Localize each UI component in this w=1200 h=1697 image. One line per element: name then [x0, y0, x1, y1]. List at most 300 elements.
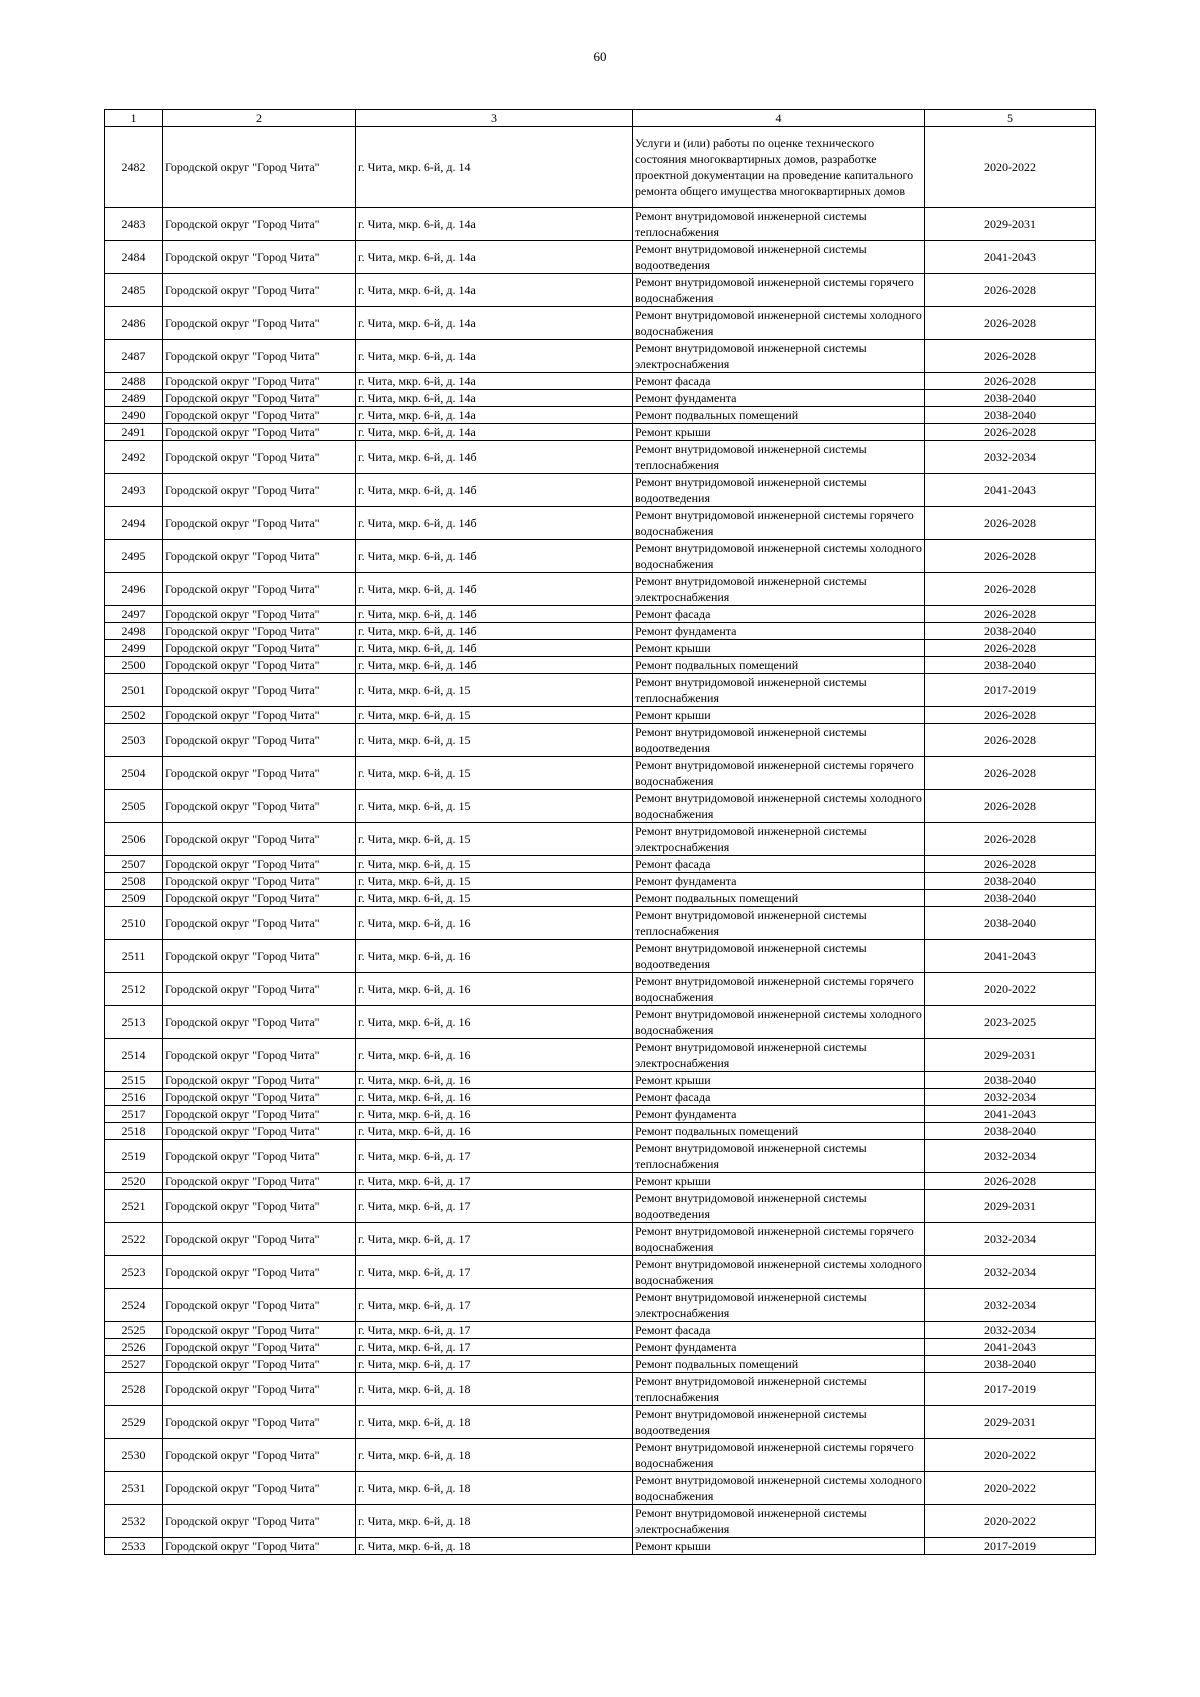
table-row — [105, 640, 1096, 657]
cell-address: г. Чита, мкр. 6-й, д. 17 — [356, 1289, 633, 1322]
cell-row-number: 2510 — [105, 907, 163, 940]
cell-municipality: Городской округ "Город Чита" — [163, 790, 356, 823]
cell-row-number: 2522 — [105, 1223, 163, 1256]
cell-municipality: Городской округ "Город Чита" — [163, 127, 356, 208]
cell-municipality: Городской округ "Город Чита" — [163, 1039, 356, 1072]
cell-address: г. Чита, мкр. 6-й, д. 15 — [356, 823, 633, 856]
table-row — [105, 1140, 1096, 1173]
cell-work-type: Ремонт внутридомовой инженерной системы электроснабжения — [633, 823, 925, 856]
cell-municipality: Городской округ "Город Чита" — [163, 373, 356, 390]
cell-municipality: Городской округ "Город Чита" — [163, 623, 356, 640]
table-row — [105, 274, 1096, 307]
cell-row-number: 2505 — [105, 790, 163, 823]
cell-work-type: Ремонт фундамента — [633, 1106, 925, 1123]
cell-address: г. Чита, мкр. 6-й, д. 14б — [356, 474, 633, 507]
table-row — [105, 757, 1096, 790]
cell-municipality: Городской округ "Город Чита" — [163, 1289, 356, 1322]
cell-period: 2029-2031 — [925, 208, 1096, 241]
cell-work-type: Ремонт крыши — [633, 1173, 925, 1190]
cell-address: г. Чита, мкр. 6-й, д. 17 — [356, 1190, 633, 1223]
table-row — [105, 1123, 1096, 1140]
table-row — [105, 390, 1096, 407]
cell-municipality: Городской округ "Город Чита" — [163, 890, 356, 907]
cell-period: 2026-2028 — [925, 856, 1096, 873]
cell-row-number: 2482 — [105, 127, 163, 208]
cell-municipality: Городской округ "Город Чита" — [163, 907, 356, 940]
cell-address: г. Чита, мкр. 6-й, д. 18 — [356, 1373, 633, 1406]
cell-address: г. Чита, мкр. 6-й, д. 15 — [356, 873, 633, 890]
table-row — [105, 856, 1096, 873]
cell-address: г. Чита, мкр. 6-й, д. 14а — [356, 208, 633, 241]
cell-address: г. Чита, мкр. 6-й, д. 16 — [356, 907, 633, 940]
cell-work-type: Ремонт крыши — [633, 1538, 925, 1555]
cell-work-type: Ремонт внутридомовой инженерной системы электроснабжения — [633, 1505, 925, 1538]
cell-address: г. Чита, мкр. 6-й, д. 16 — [356, 973, 633, 1006]
cell-address: г. Чита, мкр. 6-й, д. 14б — [356, 623, 633, 640]
cell-work-type: Ремонт внутридомовой инженерной системы горячего водоснабжения — [633, 973, 925, 1006]
cell-period: 2026-2028 — [925, 790, 1096, 823]
table-row — [105, 1538, 1096, 1555]
cell-work-type: Ремонт подвальных помещений — [633, 407, 925, 424]
table-row — [105, 1223, 1096, 1256]
cell-period: 2026-2028 — [925, 373, 1096, 390]
cell-address: г. Чита, мкр. 6-й, д. 14 — [356, 127, 633, 208]
cell-row-number: 2529 — [105, 1406, 163, 1439]
table-row — [105, 1039, 1096, 1072]
table-row — [105, 623, 1096, 640]
cell-municipality: Городской округ "Город Чита" — [163, 606, 356, 623]
cell-address: г. Чита, мкр. 6-й, д. 17 — [356, 1256, 633, 1289]
header-row — [105, 110, 1096, 127]
cell-address: г. Чита, мкр. 6-й, д. 14а — [356, 373, 633, 390]
cell-municipality: Городской округ "Город Чита" — [163, 441, 356, 474]
cell-row-number: 2528 — [105, 1373, 163, 1406]
cell-municipality: Городской округ "Город Чита" — [163, 640, 356, 657]
cell-address: г. Чита, мкр. 6-й, д. 16 — [356, 1123, 633, 1140]
table-row — [105, 127, 1096, 208]
cell-period: 2029-2031 — [925, 1039, 1096, 1072]
cell-address: г. Чита, мкр. 6-й, д. 16 — [356, 940, 633, 973]
cell-work-type: Ремонт внутридомовой инженерной системы электроснабжения — [633, 1289, 925, 1322]
cell-work-type: Ремонт внутридомовой инженерной системы теплоснабжения — [633, 441, 925, 474]
table-row — [105, 657, 1096, 674]
cell-address: г. Чита, мкр. 6-й, д. 18 — [356, 1439, 633, 1472]
table-row — [105, 507, 1096, 540]
cell-row-number: 2533 — [105, 1538, 163, 1555]
cell-row-number: 2513 — [105, 1006, 163, 1039]
cell-period: 2038-2040 — [925, 657, 1096, 674]
cell-municipality: Городской округ "Город Чита" — [163, 1356, 356, 1373]
cell-row-number: 2489 — [105, 390, 163, 407]
cell-address: г. Чита, мкр. 6-й, д. 14а — [356, 307, 633, 340]
cell-address: г. Чита, мкр. 6-й, д. 14б — [356, 606, 633, 623]
cell-municipality: Городской округ "Город Чита" — [163, 540, 356, 573]
cell-address: г. Чита, мкр. 6-й, д. 17 — [356, 1356, 633, 1373]
cell-period: 2032-2034 — [925, 1223, 1096, 1256]
cell-period: 2026-2028 — [925, 340, 1096, 373]
cell-work-type: Ремонт внутридомовой инженерной системы теплоснабжения — [633, 208, 925, 241]
cell-period: 2032-2034 — [925, 1089, 1096, 1106]
cell-row-number: 2496 — [105, 573, 163, 606]
cell-period: 2020-2022 — [925, 127, 1096, 208]
cell-address: г. Чита, мкр. 6-й, д. 14а — [356, 340, 633, 373]
cell-row-number: 2493 — [105, 474, 163, 507]
table-row — [105, 1190, 1096, 1223]
cell-work-type: Ремонт фасада — [633, 856, 925, 873]
cell-municipality: Городской округ "Город Чита" — [163, 1339, 356, 1356]
table-row — [105, 907, 1096, 940]
cell-address: г. Чита, мкр. 6-й, д. 15 — [356, 890, 633, 907]
cell-work-type: Ремонт внутридомовой инженерной системы холодного водоснабжения — [633, 1472, 925, 1505]
cell-period: 2032-2034 — [925, 1256, 1096, 1289]
cell-work-type: Ремонт внутридомовой инженерной системы горячего водоснабжения — [633, 757, 925, 790]
cell-row-number: 2521 — [105, 1190, 163, 1223]
cell-work-type: Ремонт внутридомовой инженерной системы водоотведения — [633, 241, 925, 274]
cell-municipality: Городской округ "Город Чита" — [163, 340, 356, 373]
cell-municipality: Городской округ "Город Чита" — [163, 1173, 356, 1190]
cell-period: 2023-2025 — [925, 1006, 1096, 1039]
table-row — [105, 573, 1096, 606]
cell-period: 2020-2022 — [925, 1439, 1096, 1472]
cell-period: 2032-2034 — [925, 1289, 1096, 1322]
cell-row-number: 2504 — [105, 757, 163, 790]
cell-work-type: Ремонт крыши — [633, 640, 925, 657]
cell-period: 2026-2028 — [925, 507, 1096, 540]
table-row — [105, 241, 1096, 274]
cell-municipality: Городской округ "Город Чита" — [163, 856, 356, 873]
cell-period: 2017-2019 — [925, 1373, 1096, 1406]
cell-row-number: 2506 — [105, 823, 163, 856]
cell-row-number: 2497 — [105, 606, 163, 623]
cell-work-type: Ремонт внутридомовой инженерной системы электроснабжения — [633, 1039, 925, 1072]
cell-period: 2038-2040 — [925, 390, 1096, 407]
cell-row-number: 2514 — [105, 1039, 163, 1072]
cell-work-type: Ремонт фасада — [633, 373, 925, 390]
cell-period: 2026-2028 — [925, 724, 1096, 757]
cell-municipality: Городской округ "Город Чита" — [163, 390, 356, 407]
cell-period: 2038-2040 — [925, 907, 1096, 940]
cell-work-type: Ремонт подвальных помещений — [633, 890, 925, 907]
cell-municipality: Городской округ "Город Чита" — [163, 573, 356, 606]
table-row — [105, 1006, 1096, 1039]
cell-work-type: Ремонт внутридомовой инженерной системы холодного водоснабжения — [633, 790, 925, 823]
cell-municipality: Городской округ "Город Чита" — [163, 1538, 356, 1555]
cell-work-type: Ремонт внутридомовой инженерной системы водоотведения — [633, 1406, 925, 1439]
cell-address: г. Чита, мкр. 6-й, д. 17 — [356, 1173, 633, 1190]
cell-row-number: 2512 — [105, 973, 163, 1006]
cell-address: г. Чита, мкр. 6-й, д. 17 — [356, 1140, 633, 1173]
cell-municipality: Городской округ "Город Чита" — [163, 1472, 356, 1505]
cell-work-type: Ремонт фундамента — [633, 873, 925, 890]
cell-work-type: Ремонт внутридомовой инженерной системы холодного водоснабжения — [633, 1006, 925, 1039]
table-row — [105, 424, 1096, 441]
cell-work-type: Ремонт подвальных помещений — [633, 1123, 925, 1140]
col-header-municipality: 2 — [163, 110, 356, 127]
col-header-period: 5 — [925, 110, 1096, 127]
cell-period: 2038-2040 — [925, 890, 1096, 907]
cell-municipality: Городской округ "Город Чита" — [163, 757, 356, 790]
cell-row-number: 2517 — [105, 1106, 163, 1123]
cell-period: 2020-2022 — [925, 1505, 1096, 1538]
cell-municipality: Городской округ "Город Чита" — [163, 1106, 356, 1123]
cell-municipality: Городской округ "Город Чита" — [163, 1072, 356, 1089]
table-row — [105, 1505, 1096, 1538]
table-row — [105, 1173, 1096, 1190]
cell-period: 2041-2043 — [925, 1106, 1096, 1123]
cell-period: 2020-2022 — [925, 1472, 1096, 1505]
cell-work-type: Ремонт внутридомовой инженерной системы водоотведения — [633, 474, 925, 507]
cell-work-type: Ремонт фасада — [633, 1089, 925, 1106]
cell-municipality: Городской округ "Город Чита" — [163, 1406, 356, 1439]
table-row — [105, 1089, 1096, 1106]
cell-address: г. Чита, мкр. 6-й, д. 18 — [356, 1472, 633, 1505]
cell-row-number: 2495 — [105, 540, 163, 573]
cell-address: г. Чита, мкр. 6-й, д. 14б — [356, 540, 633, 573]
cell-row-number: 2527 — [105, 1356, 163, 1373]
cell-address: г. Чита, мкр. 6-й, д. 15 — [356, 724, 633, 757]
cell-period: 2032-2034 — [925, 1140, 1096, 1173]
cell-row-number: 2516 — [105, 1089, 163, 1106]
cell-work-type: Ремонт внутридомовой инженерной системы холодного водоснабжения — [633, 307, 925, 340]
cell-municipality: Городской округ "Город Чита" — [163, 1223, 356, 1256]
cell-period: 2026-2028 — [925, 606, 1096, 623]
cell-municipality: Городской округ "Город Чита" — [163, 274, 356, 307]
cell-period: 2038-2040 — [925, 407, 1096, 424]
cell-row-number: 2483 — [105, 208, 163, 241]
cell-municipality: Городской округ "Город Чита" — [163, 674, 356, 707]
cell-address: г. Чита, мкр. 6-й, д. 18 — [356, 1538, 633, 1555]
cell-work-type: Ремонт фундамента — [633, 390, 925, 407]
cell-period: 2026-2028 — [925, 274, 1096, 307]
cell-municipality: Городской округ "Город Чита" — [163, 424, 356, 441]
cell-row-number: 2502 — [105, 707, 163, 724]
cell-work-type: Ремонт внутридомовой инженерной системы горячего водоснабжения — [633, 1439, 925, 1472]
cell-address: г. Чита, мкр. 6-й, д. 14б — [356, 573, 633, 606]
cell-work-type: Ремонт внутридомовой инженерной системы водоотведения — [633, 1190, 925, 1223]
table-row — [105, 307, 1096, 340]
table-row — [105, 441, 1096, 474]
cell-municipality: Городской округ "Город Чита" — [163, 707, 356, 724]
cell-period: 2017-2019 — [925, 674, 1096, 707]
table-row — [105, 1356, 1096, 1373]
cell-work-type: Ремонт внутридомовой инженерной системы электроснабжения — [633, 573, 925, 606]
table-row — [105, 1406, 1096, 1439]
cell-work-type: Ремонт внутридомовой инженерной системы горячего водоснабжения — [633, 507, 925, 540]
cell-work-type: Ремонт фасада — [633, 606, 925, 623]
cell-work-type: Ремонт внутридомовой инженерной системы горячего водоснабжения — [633, 1223, 925, 1256]
table-row — [105, 973, 1096, 1006]
cell-row-number: 2509 — [105, 890, 163, 907]
cell-row-number: 2487 — [105, 340, 163, 373]
cell-row-number: 2500 — [105, 657, 163, 674]
table-row — [105, 1439, 1096, 1472]
cell-municipality: Городской округ "Город Чита" — [163, 940, 356, 973]
cell-work-type: Ремонт внутридомовой инженерной системы холодного водоснабжения — [633, 1256, 925, 1289]
table-row — [105, 373, 1096, 390]
cell-municipality: Городской округ "Город Чита" — [163, 1256, 356, 1289]
col-header-work-type: 4 — [633, 110, 925, 127]
cell-municipality: Городской округ "Город Чита" — [163, 208, 356, 241]
cell-period: 2032-2034 — [925, 441, 1096, 474]
cell-row-number: 2501 — [105, 674, 163, 707]
cell-municipality: Городской округ "Город Чита" — [163, 873, 356, 890]
cell-row-number: 2531 — [105, 1472, 163, 1505]
cell-period: 2026-2028 — [925, 757, 1096, 790]
cell-municipality: Городской округ "Город Чита" — [163, 724, 356, 757]
table-row — [105, 1289, 1096, 1322]
cell-period: 2026-2028 — [925, 573, 1096, 606]
cell-row-number: 2515 — [105, 1072, 163, 1089]
capital-repair-table — [104, 109, 1096, 1555]
cell-municipality: Городской округ "Город Чита" — [163, 1439, 356, 1472]
cell-address: г. Чита, мкр. 6-й, д. 14б — [356, 507, 633, 540]
cell-row-number: 2492 — [105, 441, 163, 474]
cell-period: 2017-2019 — [925, 1538, 1096, 1555]
table-row — [105, 1106, 1096, 1123]
table-row — [105, 1322, 1096, 1339]
cell-period: 2038-2040 — [925, 1356, 1096, 1373]
cell-municipality: Городской округ "Город Чита" — [163, 1006, 356, 1039]
cell-municipality: Городской округ "Город Чита" — [163, 1505, 356, 1538]
cell-address: г. Чита, мкр. 6-й, д. 14а — [356, 390, 633, 407]
cell-address: г. Чита, мкр. 6-й, д. 16 — [356, 1039, 633, 1072]
cell-period: 2038-2040 — [925, 1123, 1096, 1140]
cell-address: г. Чита, мкр. 6-й, д. 14а — [356, 274, 633, 307]
cell-municipality: Городской округ "Город Чита" — [163, 1190, 356, 1223]
cell-municipality: Городской округ "Город Чита" — [163, 1140, 356, 1173]
cell-work-type: Ремонт внутридомовой инженерной системы холодного водоснабжения — [633, 540, 925, 573]
table-row — [105, 1256, 1096, 1289]
cell-address: г. Чита, мкр. 6-й, д. 16 — [356, 1072, 633, 1089]
cell-work-type: Ремонт крыши — [633, 424, 925, 441]
cell-municipality: Городской округ "Город Чита" — [163, 474, 356, 507]
cell-work-type: Ремонт внутридомовой инженерной системы водоотведения — [633, 724, 925, 757]
col-header-address: 3 — [356, 110, 633, 127]
cell-row-number: 2498 — [105, 623, 163, 640]
cell-row-number: 2530 — [105, 1439, 163, 1472]
cell-row-number: 2484 — [105, 241, 163, 274]
cell-row-number: 2485 — [105, 274, 163, 307]
col-header-number: 1 — [105, 110, 163, 127]
cell-period: 2026-2028 — [925, 707, 1096, 724]
cell-address: г. Чита, мкр. 6-й, д. 14б — [356, 441, 633, 474]
cell-row-number: 2491 — [105, 424, 163, 441]
cell-address: г. Чита, мкр. 6-й, д. 18 — [356, 1406, 633, 1439]
cell-municipality: Городской округ "Город Чита" — [163, 507, 356, 540]
cell-period: 2026-2028 — [925, 1173, 1096, 1190]
cell-period: 2038-2040 — [925, 623, 1096, 640]
table-row — [105, 890, 1096, 907]
cell-municipality: Городской округ "Город Чита" — [163, 241, 356, 274]
table-row — [105, 707, 1096, 724]
cell-row-number: 2508 — [105, 873, 163, 890]
cell-work-type: Ремонт внутридомовой инженерной системы теплоснабжения — [633, 1373, 925, 1406]
cell-period: 2038-2040 — [925, 873, 1096, 890]
cell-period: 2032-2034 — [925, 1322, 1096, 1339]
cell-period: 2041-2043 — [925, 241, 1096, 274]
cell-period: 2026-2028 — [925, 540, 1096, 573]
cell-work-type: Ремонт крыши — [633, 707, 925, 724]
cell-work-type: Ремонт внутридомовой инженерной системы теплоснабжения — [633, 907, 925, 940]
cell-period: 2029-2031 — [925, 1406, 1096, 1439]
cell-municipality: Городской округ "Город Чита" — [163, 1089, 356, 1106]
cell-period: 2026-2028 — [925, 424, 1096, 441]
cell-municipality: Городской округ "Город Чита" — [163, 1123, 356, 1140]
cell-period: 2041-2043 — [925, 474, 1096, 507]
table-row — [105, 940, 1096, 973]
cell-row-number: 2525 — [105, 1322, 163, 1339]
cell-row-number: 2520 — [105, 1173, 163, 1190]
cell-period: 2020-2022 — [925, 973, 1096, 1006]
cell-work-type: Ремонт подвальных помещений — [633, 1356, 925, 1373]
cell-row-number: 2526 — [105, 1339, 163, 1356]
cell-address: г. Чита, мкр. 6-й, д. 14а — [356, 241, 633, 274]
cell-work-type: Ремонт крыши — [633, 1072, 925, 1089]
cell-row-number: 2499 — [105, 640, 163, 657]
table-body — [105, 127, 1096, 1555]
cell-row-number: 2494 — [105, 507, 163, 540]
cell-address: г. Чита, мкр. 6-й, д. 15 — [356, 856, 633, 873]
cell-municipality: Городской округ "Город Чита" — [163, 823, 356, 856]
table-row — [105, 606, 1096, 623]
cell-work-type: Ремонт внутридомовой инженерной системы теплоснабжения — [633, 1140, 925, 1173]
cell-row-number: 2523 — [105, 1256, 163, 1289]
cell-row-number: 2507 — [105, 856, 163, 873]
cell-row-number: 2524 — [105, 1289, 163, 1322]
cell-period: 2026-2028 — [925, 307, 1096, 340]
cell-work-type: Ремонт фундамента — [633, 1339, 925, 1356]
table-row — [105, 873, 1096, 890]
cell-municipality: Городской округ "Город Чита" — [163, 407, 356, 424]
cell-row-number: 2488 — [105, 373, 163, 390]
cell-period: 2041-2043 — [925, 1339, 1096, 1356]
table-row — [105, 340, 1096, 373]
table-row — [105, 1339, 1096, 1356]
cell-address: г. Чита, мкр. 6-й, д. 16 — [356, 1106, 633, 1123]
cell-municipality: Городской округ "Город Чита" — [163, 657, 356, 674]
cell-work-type: Ремонт внутридомовой инженерной системы горячего водоснабжения — [633, 274, 925, 307]
cell-address: г. Чита, мкр. 6-й, д. 14а — [356, 407, 633, 424]
table-row — [105, 1072, 1096, 1089]
cell-period: 2029-2031 — [925, 1190, 1096, 1223]
cell-municipality: Городской округ "Город Чита" — [163, 1373, 356, 1406]
cell-address: г. Чита, мкр. 6-й, д. 15 — [356, 790, 633, 823]
table-row — [105, 474, 1096, 507]
page-number: 60 — [593, 49, 607, 64]
cell-work-type: Ремонт подвальных помещений — [633, 657, 925, 674]
cell-work-type: Ремонт внутридомовой инженерной системы электроснабжения — [633, 340, 925, 373]
table-row — [105, 1472, 1096, 1505]
cell-municipality: Городской округ "Город Чита" — [163, 307, 356, 340]
cell-address: г. Чита, мкр. 6-й, д. 14а — [356, 424, 633, 441]
table-row — [105, 540, 1096, 573]
cell-work-type: Ремонт фундамента — [633, 623, 925, 640]
cell-work-type: Услуги и (или) работы по оценке технического состояния многоквартирных домов, разработке проектной документации на проведение капитального ремонта общего имущества многоквартирных домов — [633, 127, 925, 208]
cell-period: 2026-2028 — [925, 823, 1096, 856]
cell-row-number: 2519 — [105, 1140, 163, 1173]
table-row — [105, 407, 1096, 424]
cell-work-type: Ремонт внутридомовой инженерной системы теплоснабжения — [633, 674, 925, 707]
cell-address: г. Чита, мкр. 6-й, д. 14б — [356, 640, 633, 657]
cell-address: г. Чита, мкр. 6-й, д. 16 — [356, 1089, 633, 1106]
cell-address: г. Чита, мкр. 6-й, д. 17 — [356, 1322, 633, 1339]
cell-work-type: Ремонт фасада — [633, 1322, 925, 1339]
cell-municipality: Городской округ "Город Чита" — [163, 973, 356, 1006]
cell-address: г. Чита, мкр. 6-й, д. 18 — [356, 1505, 633, 1538]
cell-address: г. Чита, мкр. 6-й, д. 17 — [356, 1223, 633, 1256]
table-row — [105, 790, 1096, 823]
cell-row-number: 2532 — [105, 1505, 163, 1538]
